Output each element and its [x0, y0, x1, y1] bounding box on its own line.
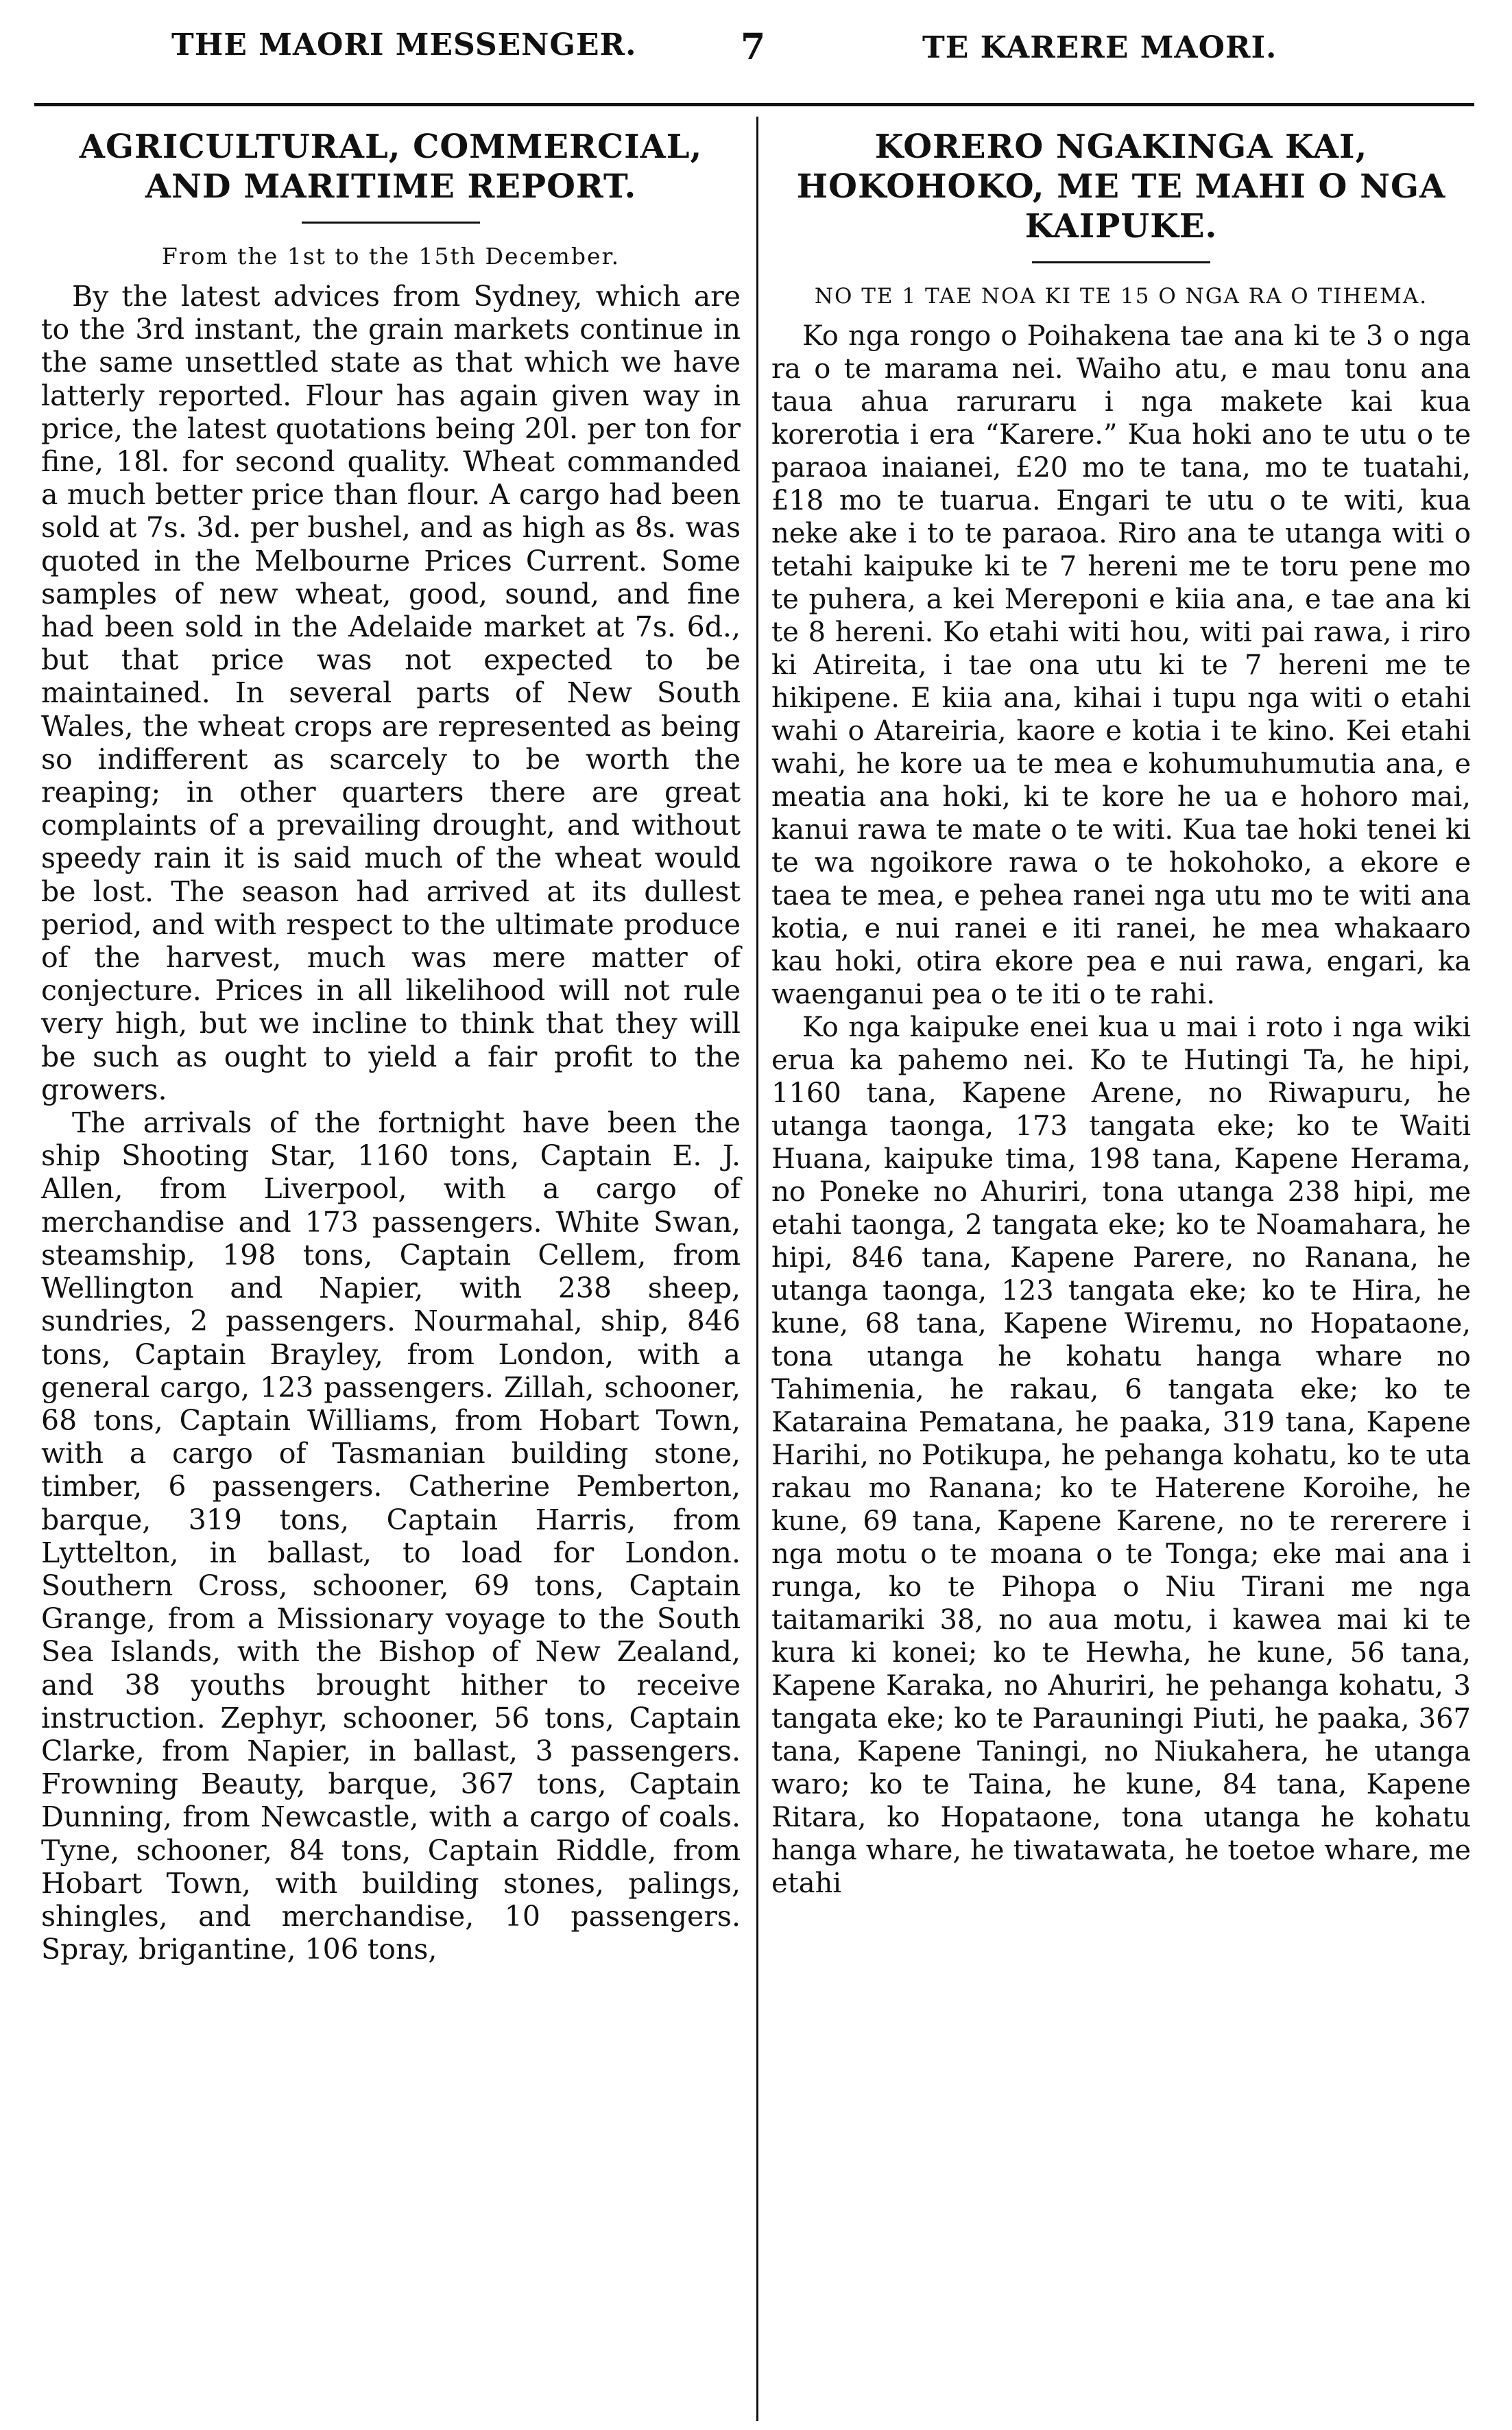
page-number: 7 — [741, 26, 766, 68]
maori-title-rule — [1032, 261, 1210, 263]
maori-article-title: KORERO NGAKINGA KAI, HOKOHOKO, ME TE MAHI O NGA KAIPUKE. — [796, 128, 1446, 246]
maori-dateline: NO TE 1 TAE NOA KI TE 15 O NGA RA O TIHEMA. — [814, 284, 1428, 309]
maori-column — [771, 127, 1471, 1900]
english-dateline: From the 1st to the 15th December. — [161, 243, 621, 270]
english-title-rule — [302, 222, 480, 224]
column-divider — [756, 117, 758, 2421]
maori-paragraph-1: Ko nga rongo o Poihakena tae ana ki te 3 o nga ra o te marama nei. Waiho atu, e mau tonu ana taua ahua raruraru i nga makete kai kua korerotia i era “Karere.” Kua hoki ano te utu o te paraoa inaianei, £20 mo te tana, mo te tuatahi, £18 mo te tuarua. Engari te utu o te witi, kua neke ake i to te paraoa. Riro ana te utanga witi o tetahi kaipuke ki te 7 hereni me te toru pene mo te puhera, a kei Mereponi e kiia ana, e tae ana ki te 8 hereni. Ko etahi witi hou, witi pai rawa, i riro ki Atireita, i tae ona utu ki te 7 hereni me te hikipene. E kiia ana, kihai i tupu nga witi o etahi wahi o Atareiria, kaore e kotia i te kino. Kei etahi wahi, he kore ua te mea e kohumuhumutia ana, e meatia ana hoki, ki te kore he ua e hohoro mai, kanui rawa te mate o te witi. Kua tae hoki tenei ki te wa ngoikore rawa o te hokohoko, a ekore e taea te mea, e pehea ranei nga utu mo te witi ana kotia, e nui ranei e iti ranei, he mea whakaaro kau hoki, otira ekore pea e nui rawa, engari, ka waenganui pea o te iti o te rahi. — [771, 320, 1471, 1010]
page-header — [0, 0, 1512, 82]
english-article-title: AGRICULTURAL, COMMERCIAL, AND MARITIME REPORT. — [79, 128, 703, 206]
masthead-maori: TE KARERE MAORI. — [922, 30, 1277, 65]
header-rule — [34, 103, 1474, 106]
english-paragraph-2: The arrivals of the fortnight have been the ship Shooting Star, 1160 tons, Captain E. J. Allen, from Liverpool, with a cargo of merchandise and 173 passengers. White Swan, steamship, 198 tons, Captain Cellem, from Wellington and Napier, with 238 sheep, sundries, 2 passengers. Nourmahal, ship, 846 tons, Captain Brayley, from London, with a general cargo, 123 passengers. Zillah, schooner, 68 tons, Captain Williams, from Hobart Town, with a cargo of Tasmanian building stone, timber, 6 passengers. Catherine Pemberton, barque, 319 tons, Captain Harris, from Lyttelton, in ballast, to load for London. Southern Cross, schooner, 69 tons, Captain Grange, from a Missionary voyage to the South Sea Islands, with the Bishop of New Zealand, and 38 youths brought hither to receive instruction. Zephyr, schooner, 56 tons, Captain Clarke, from Napier, in ballast, 3 passengers. Frowning Beauty, barque, 367 tons, Captain Dunning, from Newcastle, with a cargo of coals. Tyne, schooner, 84 tons, Captain Riddle, from Hobart Town, with building stones, palings, shingles, and merchandise, 10 passengers. Spray, brigantine, 106 tons, — [41, 1106, 741, 1966]
masthead-english: THE MAORI MESSENGER. — [171, 27, 637, 62]
english-paragraph-1: By the latest advices from Sydney, which are to the 3rd instant, the grain markets continue in the same unsettled state as that which we have latterly reported. Flour has again given way in price, the latest quotations being 20l. per ton for fine, 18l. for second quality. Wheat commanded a much better price than flour. A cargo had been sold at 7s. 3d. per bushel, and as high as 8s. was quoted in the Melbourne Prices Current. Some samples of new wheat, good, sound, and fine had been sold in the Adelaide market at 7s. 6d., but that price was not expected to be maintained. In several parts of New South Wales, the wheat crops are represented as being so indifferent as scarcely to be worth the reaping; in other quarters there are great complaints of a prevailing drought, and without speedy rain it is said much of the wheat would be lost. The season had arrived at its dullest period, and with respect to the ultimate produce of the harvest, much was mere matter of conjecture. Prices in all likelihood will not rule very high, but we incline to think that they will be such as ought to yield a fair profit to the growers. — [41, 280, 741, 1106]
maori-paragraph-2: Ko nga kaipuke enei kua u mai i roto i nga wiki erua ka pahemo nei. Ko te Hutingi Ta, he hipi, 1160 tana, Kapene Arene, no Riwapuru, he utanga taonga, 173 tangata eke; ko te Waiti Huana, kaipuke tima, 198 tana, Kapene Herama, no Poneke no Ahuriri, tona utanga 238 hipi, me etahi taonga, 2 tangata eke; ko te Noamahara, he hipi, 846 tana, Kapene Parere, no Ranana, he utanga taonga, 123 tangata eke; ko te Hira, he kune, 68 tana, Kapene Wiremu, no Hopataone, tona utanga he kohatu hanga whare no Tahimenia, he rakau, 6 tangata eke; ko te Kataraina Pematana, he paaka, 319 tana, Kapene Harihi, no Potikupa, he pehanga kohatu, ko te uta rakau mo Ranana; ko te Haterene Koroihe, he kune, 69 tana, Kapene Karene, no te rererere i nga motu o te moana o te Tonga; eke mai ana i runga, ko te Pihopa o Niu Tirani me nga taitamariki 38, no aua motu, i kawea mai ki te kura ki konei; ko te Hewha, he kune, 56 tana, Kapene Karaka, no Ahuriri, he pehanga kohatu, 3 tangata eke; ko te Parauningi Piuti, he paaka, 367 tana, Kapene Taningi, no Niukahera, he utanga waro; ko te Taina, he kune, 84 tana, Kapene Ritara, ko Hopataone, tona utanga he kohatu hanga whare, he tiwatawata, he toetoe whare, me etahi — [771, 1012, 1471, 1899]
english-column — [41, 127, 741, 1966]
